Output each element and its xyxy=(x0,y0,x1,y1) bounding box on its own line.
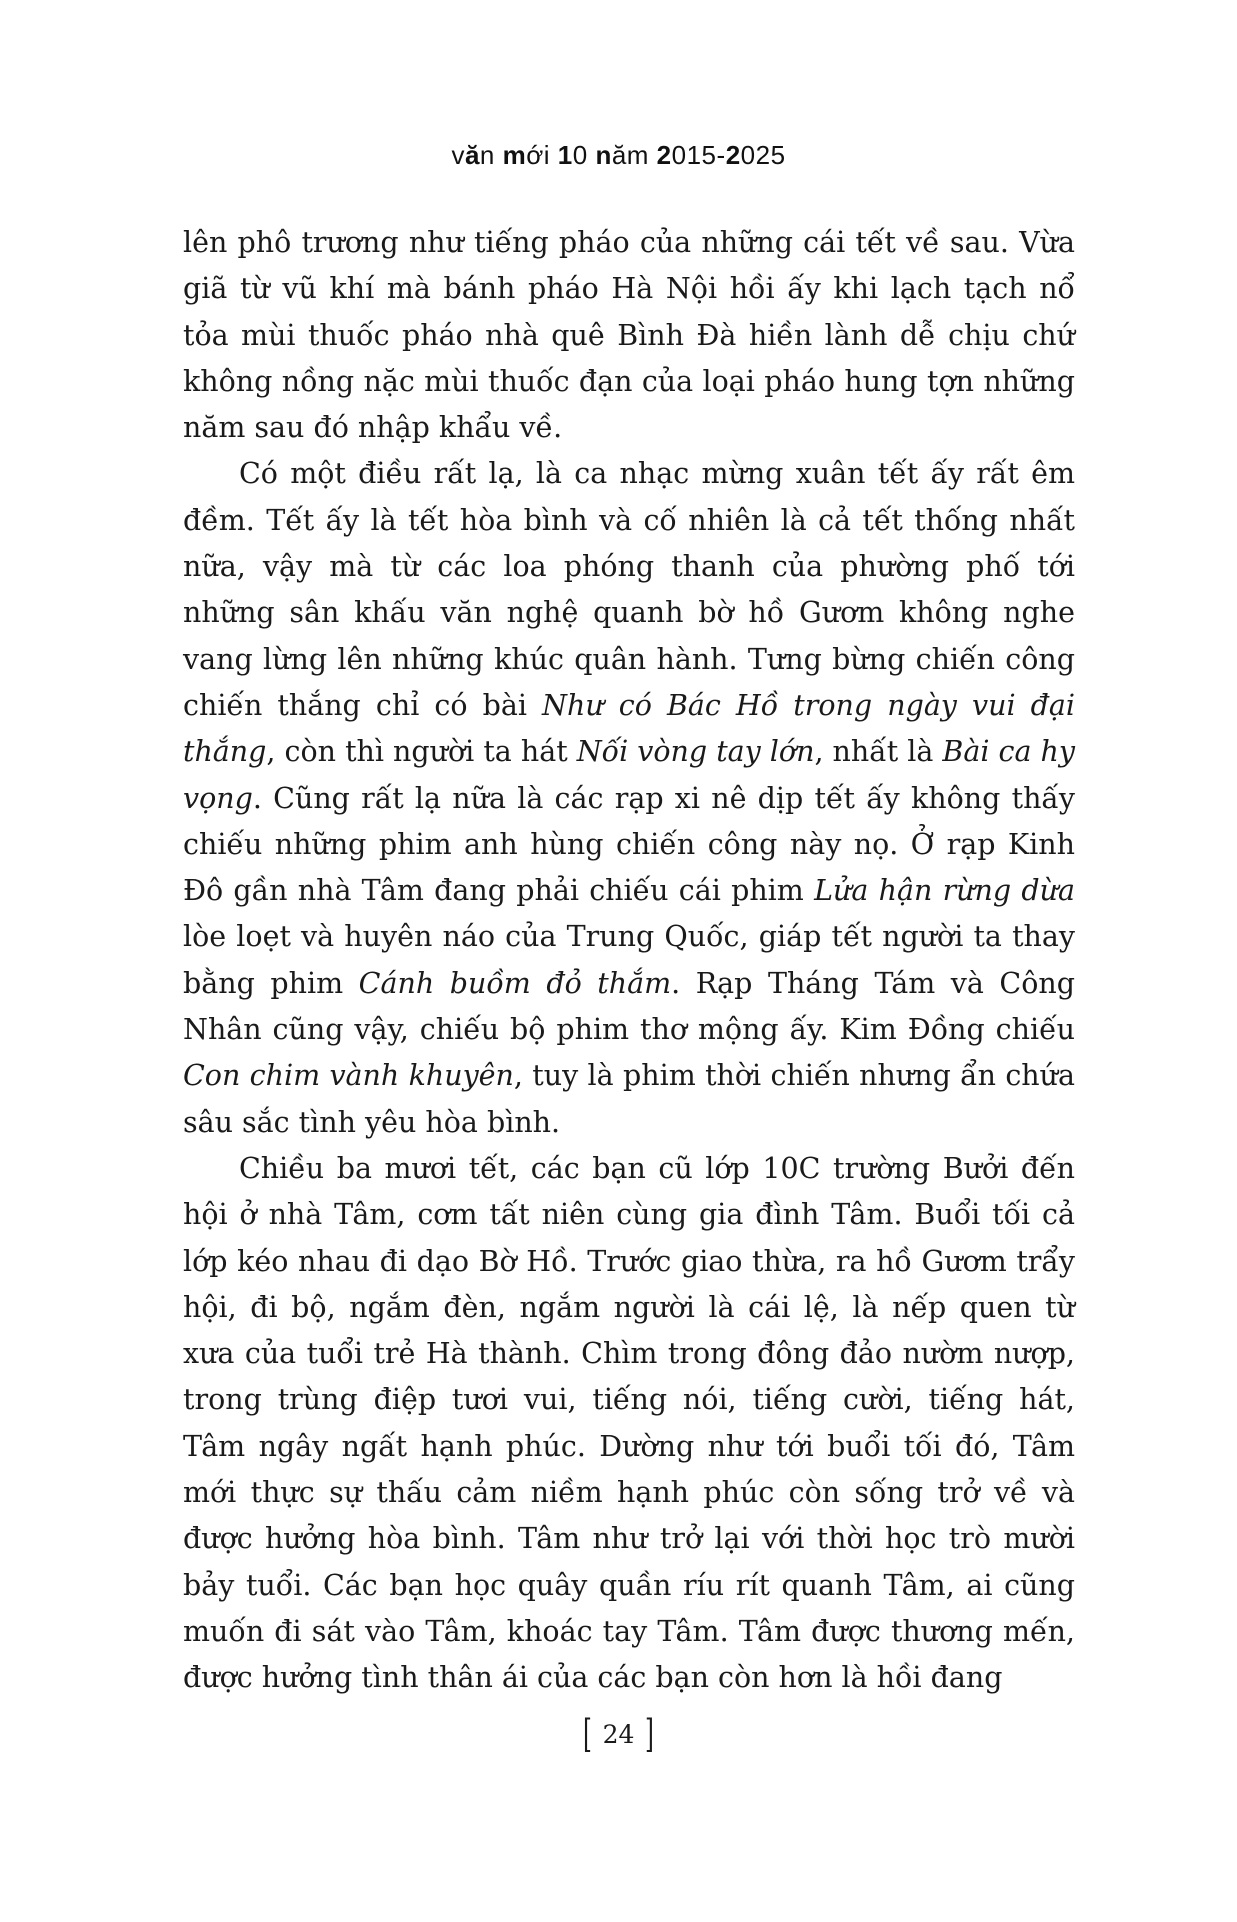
text-run: Chiều ba mươi tết, các bạn cũ lớp 10C trường Bưởi đến hội ở nhà Tâm, cơm tất niên cùng gia đình Tâm. Buổi tối cả lớp kéo nhau đi dạo Bờ Hồ. Trước giao thừa, ra hồ Gươm trẩy hội, đi bộ, ngắm đèn, ngắm người là cái lệ, là nếp quen từ xưa của tuổi trẻ Hà thành. Chìm trong đông đảo nườm nượp, trong trùng điệp tươi vui, tiếng nói, tiếng cười, tiếng hát, Tâm ngây ngất hạnh phúc. Dường như tới buổi tối đó, Tâm mới thực sự thấu cảm niềm hạnh phúc còn sống trở về và được hưởng hòa bình. Tâm như trở lại với thời học trò mười bảy tuổi. Các bạn học quây quần ríu rít quanh Tâm, ai cũng muốn đi sát vào Tâm, khoác tay Tâm. Tâm được thương mến, được hưởng tình thân ái của các bạn còn hơn là hồi đang xyxy=(183,1151,1075,1695)
page-number xyxy=(0,1712,1237,1756)
header-fragment: 0 xyxy=(572,140,596,170)
header-fragment: n xyxy=(479,140,503,170)
paragraph xyxy=(183,220,1075,451)
header-fragment: 025 xyxy=(740,140,786,170)
header-fragment: n xyxy=(595,140,612,170)
header-fragment: 015- xyxy=(671,140,726,170)
page-number-value: 24 xyxy=(602,1719,635,1749)
left-bracket: [ xyxy=(582,1712,592,1756)
italic-title: Nối vòng tay lớn xyxy=(576,735,815,769)
header-fragment: ăm xyxy=(611,140,657,170)
right-bracket: ] xyxy=(645,1712,655,1756)
italic-title: Con chim vành khuyên xyxy=(183,1059,514,1093)
italic-title: Như có Bác Hồ trong ngày vui đại thắng xyxy=(183,688,1075,769)
text-run: , còn thì người ta hát xyxy=(266,735,577,769)
text-run: Có một điều rất lạ, là ca nhạc mừng xuân tết ấy rất êm đềm. Tết ấy là tết hòa bình và cố nhiên là cả tết thống nhất nữa, vậy mà từ các loa phóng thanh của phường phố tới những sân khấu văn nghệ quanh bờ hồ Gươm không nghe vang lừng lên những khúc quân hành. Tưng bừng chiến công chiến thắng chỉ có bài xyxy=(183,457,1075,722)
header-fragment: 2 xyxy=(725,140,741,170)
running-header xyxy=(0,140,1237,171)
text-run: . Rạp Tháng Tám và Công Nhân cũng vậy, chiếu bộ phim thơ mộng ấy. Kim Đồng chiếu xyxy=(183,966,1075,1047)
header-fragment: m xyxy=(502,140,527,170)
header-fragment: ă xyxy=(464,140,480,170)
header-fragment: 2 xyxy=(656,140,672,170)
body-text xyxy=(183,220,1075,1702)
text-run: lòe loẹt và huyên náo của Trung Quốc, giáp tết người ta thay bằng phim xyxy=(183,920,1075,1000)
italic-title: Lửa hận rừng dừa xyxy=(814,874,1075,908)
text-run: . Cũng rất lạ nữa là các rạp xi nê dịp tết ấy không thấy chiếu những phim anh hùng chiến công này nọ. Ở rạp Kinh Đô gần nhà Tâm đang phải chiếu cái phim xyxy=(183,781,1075,908)
italic-title: Cánh buồm đỏ thắm xyxy=(358,966,672,1000)
paragraph xyxy=(183,451,1075,1145)
text-run: , tuy là phim thời chiến nhưng ẩn chứa sâu sắc tình yêu hòa bình. xyxy=(183,1059,1075,1139)
italic-title: Bài ca hy vọng xyxy=(183,735,1076,815)
text-run: lên phô trương như tiếng pháo của những cái tết về sau. Vừa giã từ vũ khí mà bánh pháo Hà Nội hồi ấy khi lạch tạch nổ tỏa mùi thuốc pháo nhà quê Bình Đà hiền lành dễ chịu chứ không nồng nặc mùi thuốc đạn của loại pháo hung tợn những năm sau đó nhập khẩu về. xyxy=(183,226,1075,445)
header-fragment: ới xyxy=(526,140,558,170)
paragraph xyxy=(183,1146,1075,1702)
header-fragment: 1 xyxy=(557,140,573,170)
header-fragment: v xyxy=(451,140,465,170)
text-run: , nhất là xyxy=(814,735,943,769)
